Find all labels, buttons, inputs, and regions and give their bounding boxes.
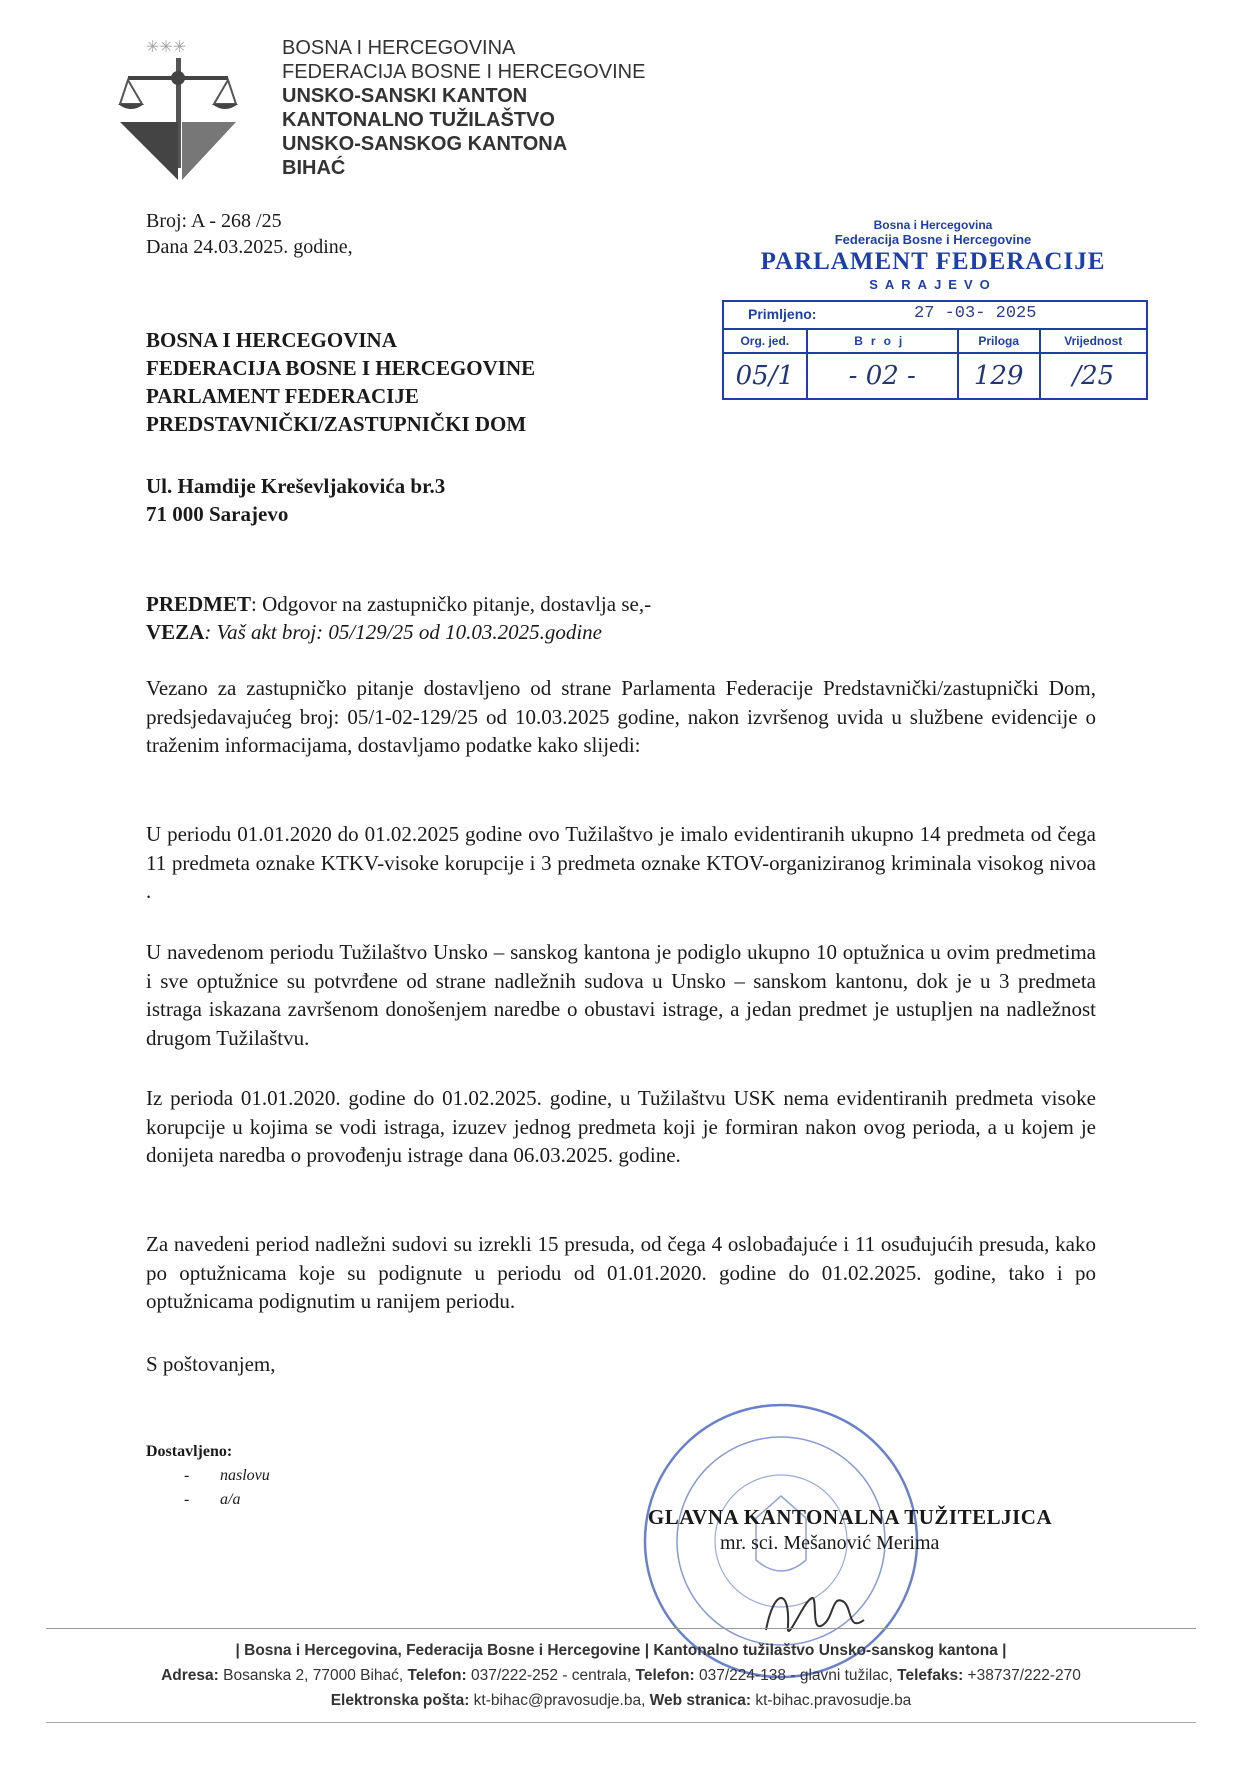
address-street: Ul. Hamdije Kreševljakovića br.3 bbox=[146, 474, 446, 498]
stamp-col-value: - 02 - bbox=[808, 354, 959, 398]
body-paragraph: Vezano za zastupničko pitanje dostavljeno od strane Parlamenta Federacije Predstavnički/zastupnički Dom, predsjedavajućeg broj: 05/1-02-129/25 od 10.03.2025 godine, nakon izvršenog uvida u službene evidencije o traženim informacijama, dostavljamo podatke kako slijedi: bbox=[146, 676, 1096, 757]
stamp-col-header: Priloga bbox=[959, 330, 1041, 352]
svg-text:✳✳✳: ✳✳✳ bbox=[146, 37, 187, 56]
delivery-item-text: naslovu bbox=[220, 1467, 270, 1484]
recipient-line: PREDSTAVNIČKI/ZASTUPNIČKI DOM bbox=[146, 412, 527, 436]
reference-number: Broj: A - 268 /25 bbox=[146, 210, 282, 232]
signer-name: mr. sci. Mešanović Merima bbox=[720, 1532, 940, 1554]
receipt-stamp bbox=[718, 218, 1148, 400]
footer-address-label: Adresa: bbox=[161, 1667, 219, 1684]
subject-label: PREDMET bbox=[146, 592, 251, 616]
stamp-col-value: 129 bbox=[959, 354, 1041, 398]
footer-line1: | Bosna i Hercegovina, Federacija Bosne i Hercegovine | Kantonalno tužilaštvo Unsko-sanskog kantona | bbox=[235, 1642, 1007, 1659]
stamp-received-label: Primljeno: bbox=[748, 306, 817, 322]
footer-line3 bbox=[46, 1688, 1196, 1713]
stamp-col-value: 05/1 bbox=[724, 354, 808, 398]
subject-text: : Odgovor na zastupničko pitanje, dostavlja se,- bbox=[251, 592, 652, 616]
footer-fax-label: Telefaks: bbox=[892, 1667, 964, 1684]
link-text: : Vaš akt broj: 05/129/25 od 10.03.2025.godine bbox=[204, 620, 602, 644]
prosecutor-office-logo bbox=[118, 30, 238, 180]
stamp-title: PARLAMENT FEDERACIJE bbox=[760, 248, 1106, 275]
letterhead-line: FEDERACIJA BOSNE I HERCEGOVINE bbox=[282, 61, 646, 83]
letterhead-line: KANTONALNO TUŽILAŠTVO bbox=[282, 109, 555, 131]
reference-date: Dana 24.03.2025. godine, bbox=[146, 236, 353, 258]
delivery-item-text: a/a bbox=[220, 1491, 241, 1508]
footer-rule bbox=[46, 1722, 1196, 1723]
stamp-col-header: Broj bbox=[808, 330, 959, 352]
footer-web-label: Web stranica: bbox=[645, 1692, 752, 1709]
letterhead-line: BOSNA I HERCEGOVINA bbox=[282, 37, 516, 59]
footer-phone: 037/222-252 - centrala, bbox=[466, 1667, 632, 1684]
signer-title: GLAVNA KANTONALNA TUŽITELJICA bbox=[647, 1505, 1053, 1529]
delivery-item: - naslovu bbox=[184, 1467, 270, 1484]
recipient-line: PARLAMENT FEDERACIJE bbox=[146, 384, 419, 408]
recipient-block bbox=[146, 326, 535, 438]
greeting: S poštovanjem, bbox=[146, 1352, 276, 1376]
recipient-line: FEDERACIJA BOSNE I HERCEGOVINE bbox=[146, 356, 536, 380]
footer-phone: 037/224-138 - glavni tužilac, bbox=[694, 1667, 893, 1684]
footer-phone-label: Telefon: bbox=[403, 1667, 467, 1684]
stamp-col-header: Vrijednost bbox=[1064, 334, 1123, 348]
footer bbox=[46, 1638, 1196, 1713]
footer-rule bbox=[46, 1628, 1196, 1629]
delivery-item: - a/a bbox=[184, 1491, 241, 1508]
footer-fax: +38737/222-270 bbox=[963, 1667, 1081, 1684]
footer-web: kt-bihac.pravosudje.ba bbox=[751, 1692, 912, 1709]
letterhead-line: UNSKO-SANSKI KANTON bbox=[282, 85, 528, 107]
footer-line2 bbox=[46, 1663, 1196, 1688]
footer-phone-label: Telefon: bbox=[631, 1667, 695, 1684]
subject-block bbox=[146, 590, 651, 646]
body-paragraph: U periodu 01.01.2020 do 01.02.2025 godine ovo Tužilaštvo je imalo evidentiranih ukupno 14 predmeta od čega 11 predmeta oznake KTKV-visoke korupcije i 3 predmeta oznake KTOV-organiziranog kriminala visokog nivoa . bbox=[146, 822, 1096, 903]
link-label: VEZA bbox=[146, 620, 205, 644]
body-paragraph: U navedenom periodu Tužilaštvo Unsko – sanskog kantona je podiglo ukupno 10 optužnica u ovim predmetima i sve optužnice su potvrđene od strane nadležnih sudova u Unsko – sanskom kantonu, dok je u 3 predmeta istraga iskazana završenom donošenjem naredbe o obustavi istrage, a jedan predmet je ustupljen na nadležnost drugom Tužilaštvu. bbox=[146, 940, 1096, 1050]
stamp-line: Federacija Bosne i Hercegovine bbox=[834, 232, 1032, 247]
delivery-list bbox=[146, 1440, 270, 1512]
footer-email-label: Elektronska pošta: bbox=[330, 1692, 470, 1709]
stamp-received-date: 27 -03- 2025 bbox=[914, 304, 1037, 323]
body-paragraph: Za navedeni period nadležni sudovi su izrekli 15 presuda, od čega 4 oslobađajuće i 11 osuđujućih presuda, kako po optužnicama koje su podignute u periodu od 01.01.2020. godine do 01.02.2025. godine, tako i po optužnicama podignutim u ranijem periodu. bbox=[146, 1232, 1096, 1313]
stamp-col-header: Org. jed. bbox=[724, 330, 808, 352]
stamp-line: Bosna i Hercegovina bbox=[873, 218, 993, 232]
letterhead-line: UNSKO-SANSKOG KANTONA bbox=[282, 133, 568, 155]
footer-address: Bosanska 2, 77000 Bihać, bbox=[218, 1667, 404, 1684]
recipient-line: BOSNA I HERCEGOVINA bbox=[146, 328, 397, 352]
stamp-grid bbox=[722, 300, 1148, 400]
stamp-city: SARAJEVO bbox=[869, 277, 997, 292]
delivery-title: Dostavljeno: bbox=[146, 1443, 233, 1460]
letterhead bbox=[282, 36, 645, 180]
letterhead-line: BIHAĆ bbox=[282, 157, 346, 179]
recipient-address bbox=[146, 472, 445, 528]
stamp-col-value: /25 bbox=[1072, 361, 1115, 391]
body-paragraph: Iz perioda 01.01.2020. godine do 01.02.2025. godine, u Tužilaštvu USK nema evidentiranih predmeta visoke korupcije u kojima se vodi istraga, izuzev jednog predmeta koji je formiran nakon ovog perioda, a u kojem je donijeta naredba o provođenju istrage dana 06.03.2025. godine. bbox=[146, 1086, 1096, 1167]
reference-block bbox=[146, 208, 353, 260]
footer-email: kt-bihac@pravosudje.ba, bbox=[469, 1692, 646, 1709]
signature-block bbox=[600, 1505, 1100, 1555]
address-city: 71 000 Sarajevo bbox=[146, 502, 289, 526]
